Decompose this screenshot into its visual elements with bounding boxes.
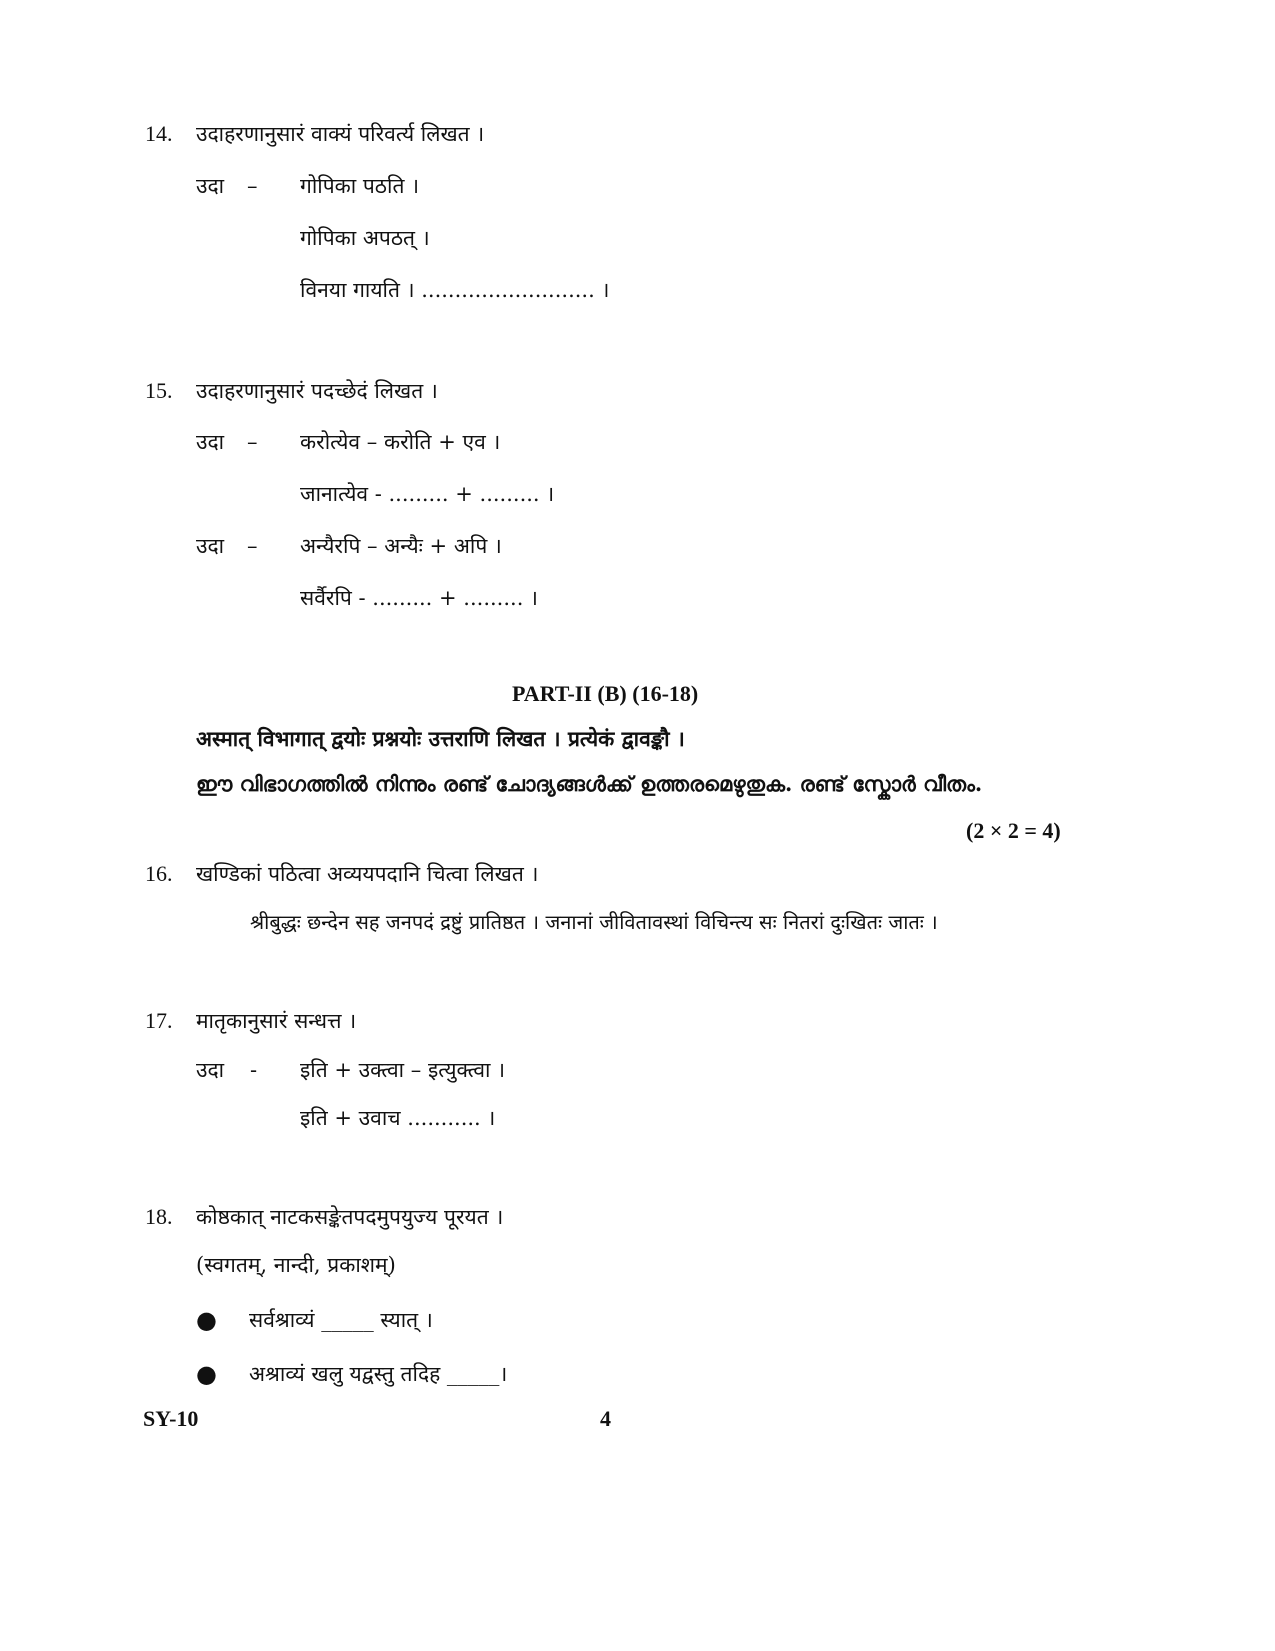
q15-example2-answer: सर्वैरपि - ......... + ......... । xyxy=(300,586,539,610)
q14-instruction: उदाहरणानुसारं वाक्यं परिवर्त्य लिखत । xyxy=(196,122,485,146)
q15-example1-label: उदा xyxy=(196,430,225,454)
q16-instruction: खण्डिकां पठित्वा अव्ययपदानि चित्वा लिखत । xyxy=(196,862,539,886)
part-instruction-malayalam: ഈ വിഭാഗത്തിൽ നിന്നും രണ്ട് ചോദ്യങ്ങൾക്ക് ഉത്തരമെഴുതുക. രണ്ട് സ്കോർ വീതം. xyxy=(196,771,983,796)
q17-example-dash: - xyxy=(250,1058,258,1082)
q15-example1-line1: करोत्येव – करोति + एव । xyxy=(300,430,501,454)
footer-code: SY-10 xyxy=(143,1406,199,1431)
q17-example-line1: इति + उक्त्वा – इत्युक्त्वा । xyxy=(300,1058,506,1082)
q14-example-dash: – xyxy=(247,174,258,198)
q18-bullet1: सर्वश्राव्यं _____ स्यात् । xyxy=(249,1308,433,1332)
q18-number: 18. xyxy=(145,1204,173,1229)
q14-number: 14. xyxy=(145,121,173,146)
q15-example2-line1: अन्यैरपि – अन्यैः + अपि । xyxy=(300,534,502,558)
q15-number: 15. xyxy=(145,378,173,403)
bullet-icon: ● xyxy=(196,1360,217,1388)
q14-answer-line: विनया गायति । .......................... । xyxy=(300,278,610,302)
part-heading: PART-II (B) (16-18) xyxy=(512,681,699,706)
q17-example-label: उदा xyxy=(196,1058,225,1082)
q18-instruction: कोष्ठकात् नाटकसङ्केतपदमुपयुज्य पूरयत । xyxy=(196,1205,504,1229)
q18-options: (स्वगतम्, नान्दी, प्रकाशम्) xyxy=(196,1253,396,1277)
q14-example-label: उदा xyxy=(196,174,225,198)
q15-example1-answer: जानात्येव - ......... + ......... । xyxy=(300,482,555,506)
q14-example-line2: गोपिका अपठत् । xyxy=(300,226,430,250)
q17-number: 17. xyxy=(145,1008,173,1033)
q15-instruction: उदाहरणानुसारं पदच्छेदं लिखत । xyxy=(196,379,438,403)
footer-page-number: 4 xyxy=(600,1406,611,1431)
q15-example1-dash: – xyxy=(247,430,258,454)
q15-example2-dash: – xyxy=(247,534,258,558)
q15-example2-label: उदा xyxy=(196,534,225,558)
q16-passage: श्रीबुद्धः छन्देन सह जनपदं द्रष्टुं प्रातिष्ठत । जनानां जीवितावस्थां विचिन्त्य सः नितरां दुःखितः जातः । xyxy=(250,910,938,934)
q16-number: 16. xyxy=(145,861,173,886)
q18-bullet2: अश्राव्यं खलु यद्वस्तु तदिह _____। xyxy=(249,1362,508,1386)
bullet-icon: ● xyxy=(196,1306,217,1334)
q17-instruction: मातृकानुसारं सन्धत्त । xyxy=(196,1009,357,1033)
q17-answer-line: इति + उवाच ........... । xyxy=(300,1106,496,1130)
part-instruction-sanskrit: अस्मात् विभागात् द्वयोः प्रश्नयोः उत्तराणि लिखत । प्रत्येकं द्वावङ्कौ । xyxy=(196,726,685,751)
part-marks: (2 × 2 = 4) xyxy=(966,818,1061,843)
q14-example-line1: गोपिका पठति । xyxy=(300,174,420,198)
